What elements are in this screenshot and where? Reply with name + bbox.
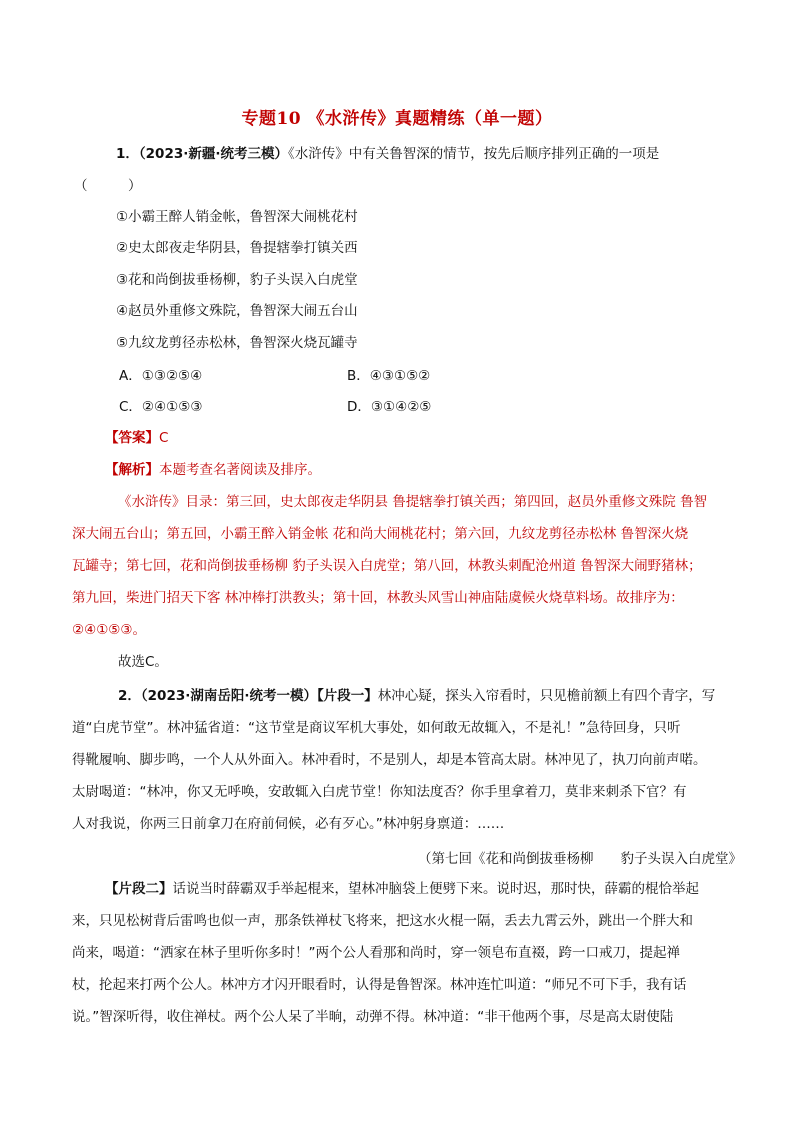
seg2-line: 说。”智深听得，收住禅杖。两个公人呆了半晌，动弹不得。林冲道：“非干他两个事，尽是高太尉使陆 <box>72 1009 674 1025</box>
seg1-source: （第七回《花和尚倒拔垂杨柳 豹子头误入白虎堂》 <box>418 851 742 867</box>
q1-number: 1． <box>116 146 139 162</box>
analysis-line: 瓦罐寺；第七回，花和尚倒拔垂杨柳 豹子头误入白虎堂；第八回，林教头刺配沧州道 鲁智深大闹野猪林； <box>72 558 702 574</box>
analysis-line: 《水浒传》目录：第三回，史太郎夜走华阴县 鲁提辖拳打镇关西；第四回，赵员外重修文殊院 鲁智 <box>118 494 708 510</box>
q1-item: ②史太郎夜走华阴县，鲁提辖拳打镇关西 <box>116 240 358 256</box>
seg2-text: 话说当时薛霸双手举起棍来，望林冲脑袋上便劈下来。说时迟，那时快，薛霸的棍恰举起 <box>172 881 699 897</box>
q1-analysis-head <box>105 460 321 480</box>
q1-item: ④赵员外重修文殊院，鲁智深大闹五台山 <box>116 303 358 319</box>
q1-blank: （ ） <box>74 178 142 194</box>
seg1-line: 太尉喝道：“林冲，你又无呼唤，安敢辄入白虎节堂！你知法度否？你手里拿着刀，莫非来刺杀下官？有 <box>72 784 687 800</box>
seg2-line: 来，只见松树背后雷鸣也似一声，那条铁禅杖飞将来，把这水火棍一隔，丢去九霄云外，跳出一个胖大和 <box>72 913 693 929</box>
answer-label: 【答案】 <box>105 430 159 446</box>
seg2-line: 杖，抡起来打两个公人。林冲方才闪开眼看时，认得是鲁智深。林冲连忙叫道：“师兄不可下手，我有话 <box>72 977 687 993</box>
q1-option-c: C．②④①⑤③ <box>119 399 203 415</box>
seg2-label: 【片段二】 <box>105 881 173 897</box>
q1-option-a: A．①③②⑤④ <box>119 368 203 384</box>
seg1-label: 【片段一】 <box>317 688 378 704</box>
seg1-line: 道“白虎节堂”。林冲猛省道：“这节堂是商议军机大事处，如何敢无故辄入，不是礼！”急待回身，只听 <box>72 720 681 736</box>
q1-item: ⑤九纹龙剪径赤松林，鲁智深火烧瓦罐寺 <box>116 335 358 351</box>
answer-value: C <box>159 430 169 446</box>
q1-option-d: D．③①④②⑤ <box>347 399 432 415</box>
seg2-first-line <box>105 879 699 899</box>
q2-number: 2． <box>118 688 141 704</box>
q2-source: （2023·湖南岳阳·统考一模） <box>140 688 317 704</box>
seg1-line: 得靴履响、脚步鸣，一个人从外面入。林冲看时，不是别人，却是本管高太尉。林冲见了，执刀向前声喏。 <box>72 752 707 768</box>
page-title: 专题10 《水浒传》真题精练（单一题） <box>241 109 553 129</box>
q1-source: （2023·新疆·统考三模） <box>138 146 288 162</box>
q1-stem-line <box>116 144 659 164</box>
analysis-line: 第九回，柴进门招天下客 林冲棒打洪教头；第十回，林教头风雪山神庙陆虞候火烧草料场。故排序为： <box>72 590 684 606</box>
q2-first-line <box>118 686 715 706</box>
analysis-line: ②④①⑤③。 <box>72 622 147 638</box>
seg1-text: 林冲心疑，探头入帘看时，只见檐前额上有四个青字，写 <box>377 688 716 704</box>
q1-conclusion: 故选C。 <box>118 654 168 670</box>
seg1-line: 人对我说，你两三日前拿刀在府前伺候，必有歹心。”林冲躬身禀道：…… <box>72 816 505 832</box>
q1-stem: 《水浒传》中有关鲁智深的情节，按先后顺序排列正确的一项是 <box>288 146 660 162</box>
q1-item: ③花和尚倒拔垂杨柳，豹子头误入白虎堂 <box>116 272 358 288</box>
seg2-line: 尚来，喝道：“洒家在林子里听你多时！”两个公人看那和尚时，穿一领皂布直裰，跨一口戒刀，提起禅 <box>72 945 680 961</box>
analysis-line: 深大闹五台山；第五回，小霸王醉入销金帐 花和尚大闹桃花村；第六回，九纹龙剪径赤松林 鲁智深火烧 <box>72 526 689 542</box>
q1-answer <box>105 428 168 448</box>
analysis-label: 【解析】 <box>105 462 159 478</box>
analysis-text: 本题考查名著阅读及排序。 <box>159 462 321 478</box>
q1-item: ①小霸王醉人销金帐，鲁智深大闹桃花村 <box>116 209 358 225</box>
q1-option-b: B．④③①⑤② <box>347 368 431 384</box>
